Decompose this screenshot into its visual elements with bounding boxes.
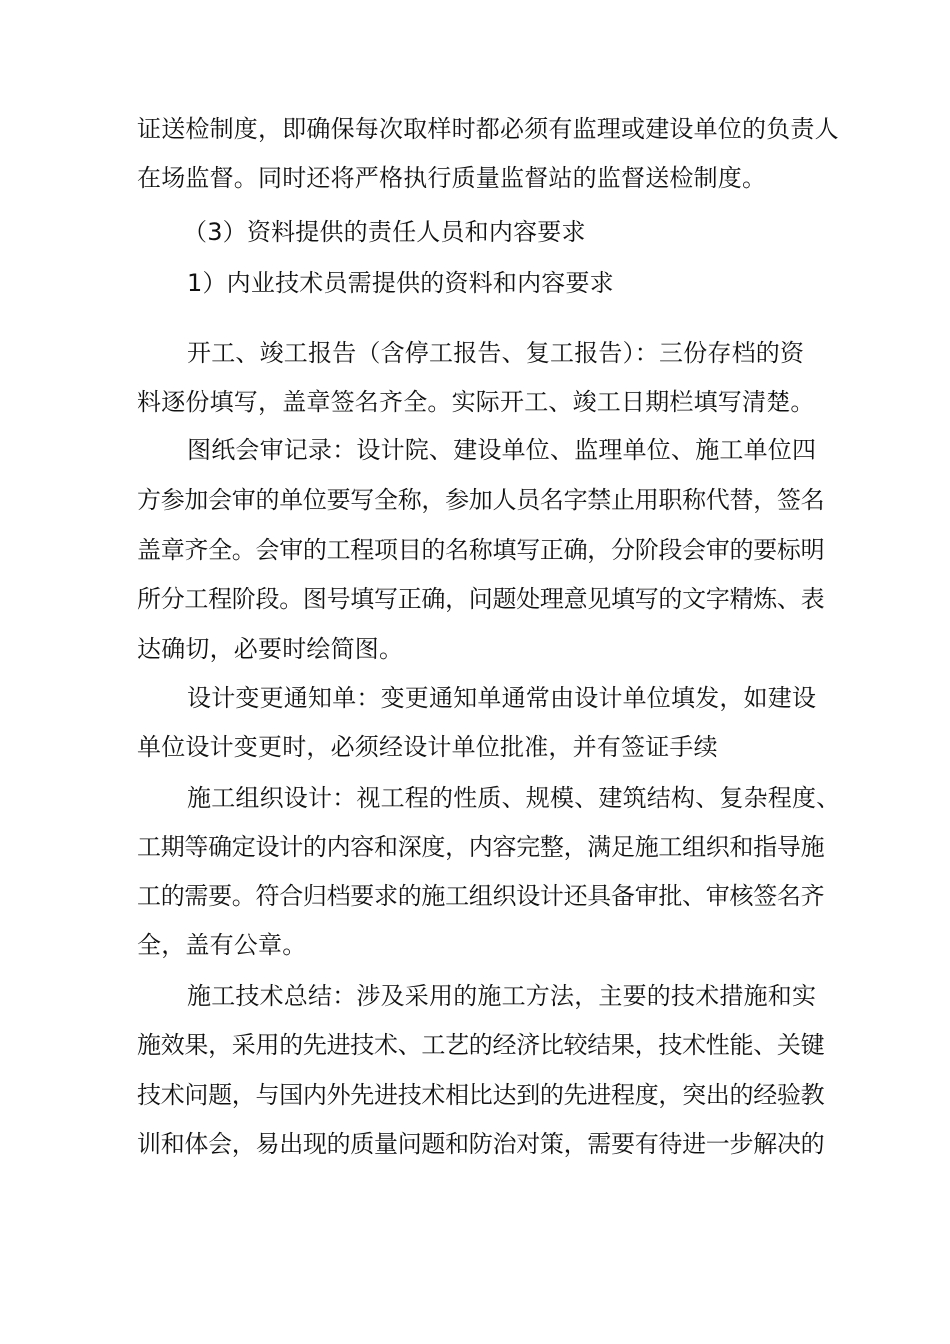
text-line: 工的需要。符合归档要求的施工组织设计还具备审批、审核签名齐 [137,882,825,910]
text-line: 盖章齐全。会审的工程项目的名称填写正确，分阶段会审的要标明 [137,536,825,564]
text-line: 证送检制度，即确保每次取样时都必须有监理或建设单位的负责人 [137,115,839,143]
text-line: 图纸会审记录：设计院、建设单位、监理单位、施工单位四 [187,436,817,464]
subsection-heading: 1）内业技术员需提供的资料和内容要求 [187,269,614,297]
text-line: 所分工程阶段。图号填写正确，问题处理意见填写的文字精炼、表 [137,585,825,613]
text-line: 开工、竣工报告（含停工报告、复工报告）：三份存档的资 [187,339,805,367]
text-line: 施工组织设计：视工程的性质、规模、建筑结构、复杂程度、 [187,784,841,812]
text-line: 料逐份填写，盖章签名齐全。实际开工、竣工日期栏填写清楚。 [137,388,815,416]
text-line: 全，盖有公章。 [137,931,307,959]
text-line: 施效果，采用的先进技术、工艺的经济比较结果，技术性能、关键 [137,1031,825,1059]
section-heading: （3）资料提供的责任人员和内容要求 [183,218,586,246]
text-line: 工期等确定设计的内容和深度，内容完整，满足施工组织和指导施 [137,833,825,861]
text-line: 设计变更通知单：变更通知单通常由设计单位填发，如建设 [187,684,817,712]
text-line: 施工技术总结：涉及采用的施工方法，主要的技术措施和实 [187,982,817,1010]
text-line: 单位设计变更时，必须经设计单位批准，并有签证手续 [137,733,718,761]
text-line: 方参加会审的单位要写全称，参加人员名字禁止用职称代替，签名 [137,486,825,514]
text-line: 在场监督。同时还将严格执行质量监督站的监督送检制度。 [137,164,767,192]
text-line: 训和体会，易出现的质量问题和防治对策，需要有待进一步解决的 [137,1130,825,1158]
text-line: 达确切，必要时绘简图。 [137,635,404,663]
text-line: 技术问题，与国内外先进技术相比达到的先进程度，突出的经验教 [137,1081,825,1109]
